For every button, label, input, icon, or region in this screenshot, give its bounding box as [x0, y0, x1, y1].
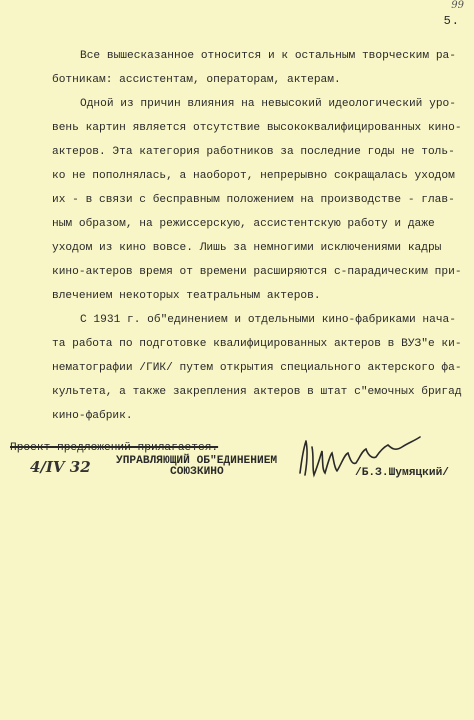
body-line: кино-актеров время от времени расширяются с-парадическим при- — [52, 266, 462, 278]
signatory-name: /Б.З.Шумяцкий/ — [355, 467, 449, 479]
organization-name: СОЮЗКИНО — [170, 466, 224, 478]
body-line: культета, а также закрепления актеров в штат с"емочных бригад — [52, 386, 462, 398]
body-line: их - в связи с бесправным положением на производстве - глав- — [52, 194, 455, 206]
body-line: кино-фабрик. — [52, 410, 133, 422]
handwritten-date: 4/IV 32 — [30, 458, 91, 476]
body-line: та работа по подготовке квалифицированных актеров в ВУЗ"е ки- — [52, 338, 462, 350]
body-line: С 1931 г. об"единением и отдельными кино-фабриками нача- — [80, 314, 456, 326]
body-line: ботникам: ассистентам, операторам, актерам. — [52, 74, 341, 86]
body-line: уходом из кино вовсе. Лишь за немногими исключениями кадры — [52, 242, 442, 254]
archive-number: 99 — [451, 0, 464, 11]
body-line: вень картин является отсутствие высококвалифицированных кино- — [52, 122, 462, 134]
page-number: 5. — [443, 14, 460, 28]
body-line: ко не пополнялась, а наоборот, непрерывно сокращалась уходом — [52, 170, 455, 182]
body-line: актеров. Эта категория работников за последние годы не толь- — [52, 146, 455, 158]
struck-attachment-note: Проект предложений прилагается. — [10, 442, 219, 454]
body-line: ным образом, на режиссерскую, ассистентскую работу и даже — [52, 218, 435, 230]
body-line: Все вышесказанное относится и к остальным творческим ра- — [80, 50, 456, 62]
position-title: УПРАВЛЯЮЩИЙ ОБ"ЕДИНЕНИЕМ — [116, 455, 278, 467]
body-line: нематографии /ГИК/ путем открытия специального актерского фа- — [52, 362, 462, 374]
body-line: влечением некоторых театральным актеров. — [52, 290, 321, 302]
body-line: Одной из причин влияния на невысокий идеологический уро- — [80, 98, 456, 110]
